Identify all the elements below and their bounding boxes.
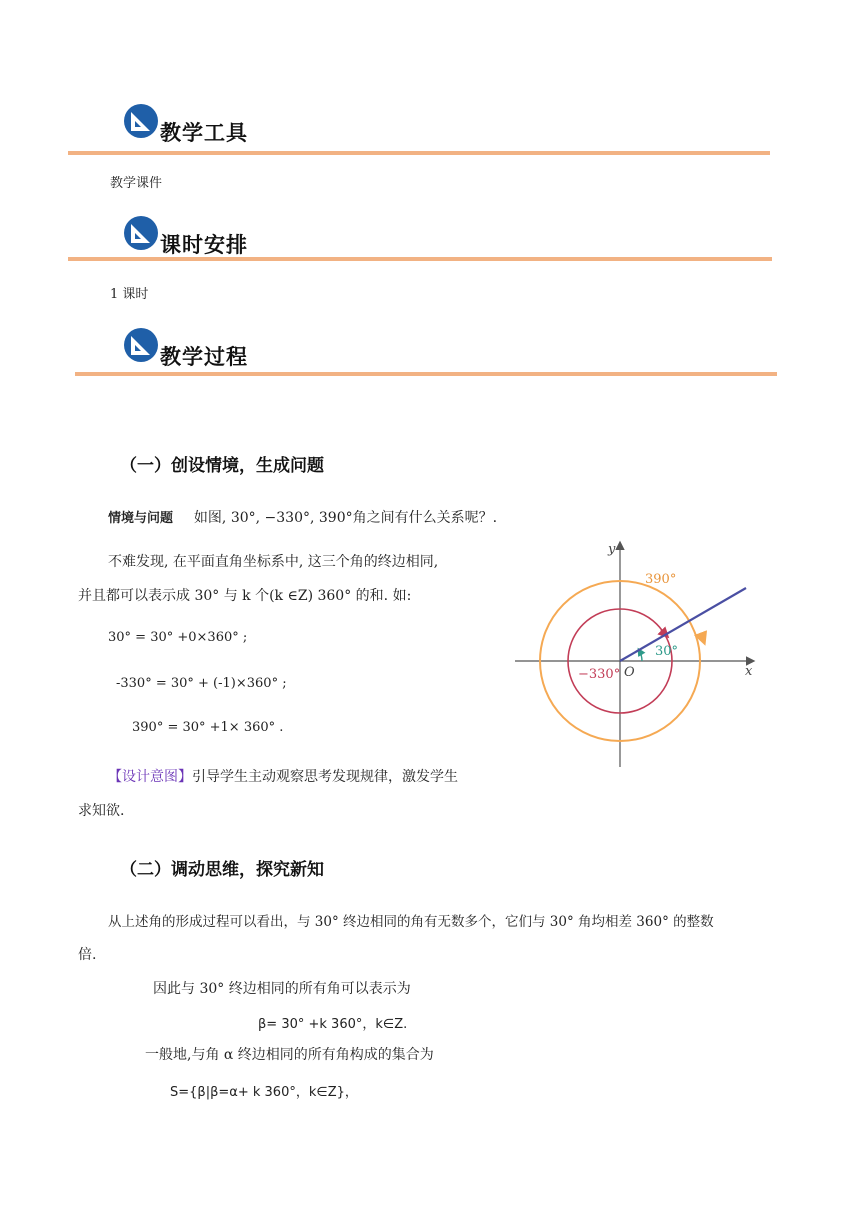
label-30: 30° — [655, 644, 679, 659]
section-title-schedule: 课时安排 — [160, 233, 248, 257]
set-square-icon — [123, 215, 159, 251]
part2-title: （二）调动思维，探究新知 — [120, 860, 324, 880]
schedule-content: 1 课时 — [110, 287, 149, 302]
terminal-ray — [620, 588, 746, 661]
390-arc-arrow — [701, 634, 704, 642]
formula-2: S={β|β=α+ k 360°，k∈Z}， — [170, 1085, 358, 1100]
label-neg330: −330° — [578, 667, 621, 682]
30-arc — [639, 650, 642, 661]
angle-figure-svg — [510, 535, 770, 770]
para1-line2: 并且都可以表示成 30° 与 k 个(k ∈Z) 360° 的和. 如: — [78, 588, 412, 604]
equation-2: -330° = 30° + (-1)×360° ; — [116, 676, 287, 691]
set-square-icon — [123, 103, 159, 139]
design-intent-line1 — [108, 766, 458, 786]
section-divider — [68, 257, 772, 261]
question-line — [108, 507, 497, 527]
part2-para-line2: 倍. — [78, 947, 97, 963]
design-intent-text: 引导学生主动观察思考发现规律，激发学生 — [192, 769, 458, 785]
section-title-tools: 教学工具 — [160, 121, 248, 145]
x-axis-label: x — [745, 664, 753, 679]
design-intent-label: 【设计意图】 — [108, 769, 192, 785]
part2-para-line1: 从上述角的形成过程可以看出，与 30° 终边相同的角有无数多个，它们与 30° 角均相差 360° 的整数 — [108, 914, 714, 930]
para1-line1: 不难发现, 在平面直角坐标系中, 这三个角的终边相同, — [108, 554, 439, 570]
tools-content: 教学课件 — [110, 176, 163, 191]
section-title-process: 教学过程 — [160, 345, 248, 369]
part2-line3: 因此与 30° 终边相同的所有角可以表示为 — [153, 981, 411, 997]
y-axis-label: y — [608, 542, 616, 557]
question-label: 情境与问题 — [108, 511, 174, 526]
angle-figure — [510, 535, 770, 770]
part1-title: （一）创设情境，生成问题 — [120, 456, 324, 476]
equation-1: 30° = 30° +0×360° ; — [108, 630, 248, 645]
equation-3: 390° = 30° +1× 360° . — [132, 720, 284, 735]
origin-label: O — [624, 665, 635, 680]
label-390: 390° — [645, 572, 677, 587]
part2-line5: 一般地,与角 α 终边相同的所有角构成的集合为 — [145, 1047, 434, 1063]
section-divider — [75, 372, 777, 376]
section-divider — [68, 151, 770, 155]
design-intent-line2: 求知欲. — [78, 803, 125, 819]
question-text: 如图, 30°, −330°, 390°角之间有什么关系呢？. — [193, 510, 498, 526]
formula-1: β= 30° +k 360°，k∈Z. — [258, 1017, 408, 1032]
set-square-icon — [123, 327, 159, 363]
